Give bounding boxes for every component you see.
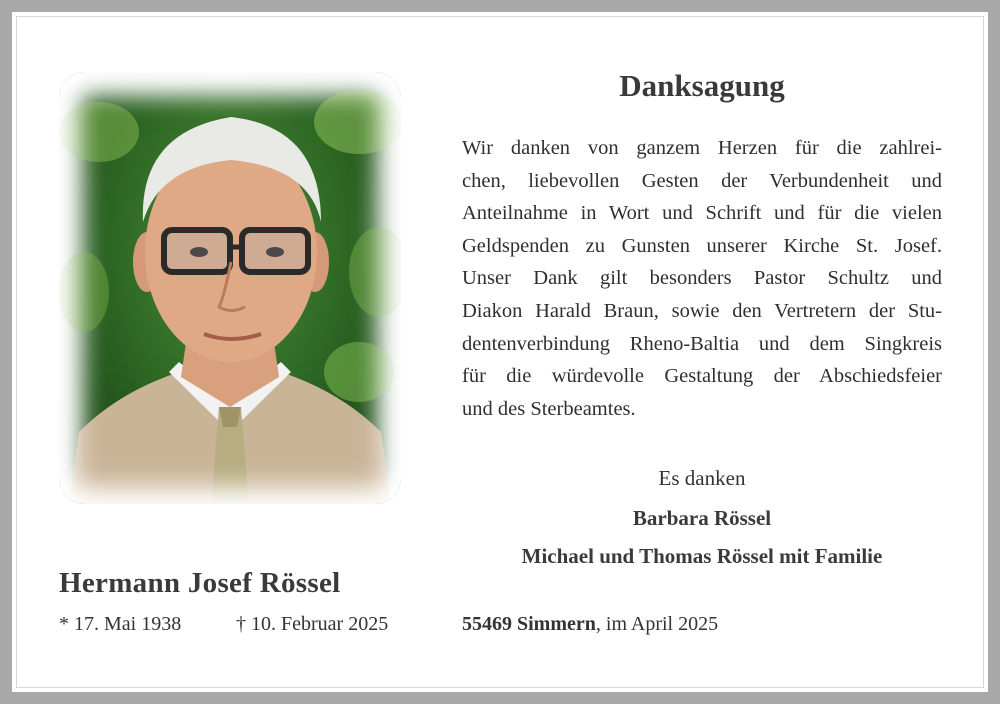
body-line: und des Sterbeamtes. xyxy=(462,397,636,420)
place-name: 55469 Simmern xyxy=(462,613,596,635)
thanks-intro: Es danken xyxy=(658,466,746,490)
notice-body xyxy=(462,132,942,425)
portrait-photo xyxy=(59,72,401,504)
body-line: Wir danken von ganzem Herzen für die zahlrei- xyxy=(462,137,942,159)
place-date xyxy=(462,613,718,636)
body-line: dentenverbindung Rheno-Baltia und dem Singkreis xyxy=(462,332,942,355)
body-line: chen, liebevollen Gesten der Verbundenheit und xyxy=(462,169,942,192)
notice-date: , im April 2025 xyxy=(595,613,719,635)
portrait-illustration xyxy=(59,72,401,504)
notice-title: Danksagung xyxy=(619,68,785,103)
body-line: Diakon Harald Braun, sowie den Vertretern der Stu- xyxy=(462,299,942,322)
body-line: Unser Dank gilt besonders Pastor Schultz und xyxy=(462,267,942,290)
deceased-name: Hermann Josef Rössel xyxy=(59,567,341,599)
body-line: Geldspenden zu Gunsten unserer Kirche St. Josef. xyxy=(462,234,942,257)
notice-card xyxy=(12,12,988,692)
signer-family: Michael und Thomas Rössel mit Familie xyxy=(521,544,883,568)
body-line: für die würdevolle Gestaltung der Abschiedsfeier xyxy=(462,365,942,388)
birth-date: * 17. Mai 1938 xyxy=(59,613,182,635)
death-date: † 10. Februar 2025 xyxy=(236,613,389,635)
signer-name: Barbara Rössel xyxy=(632,506,772,530)
body-line: Anteilnahme in Wort und Schrift und für die vielen xyxy=(462,202,942,225)
